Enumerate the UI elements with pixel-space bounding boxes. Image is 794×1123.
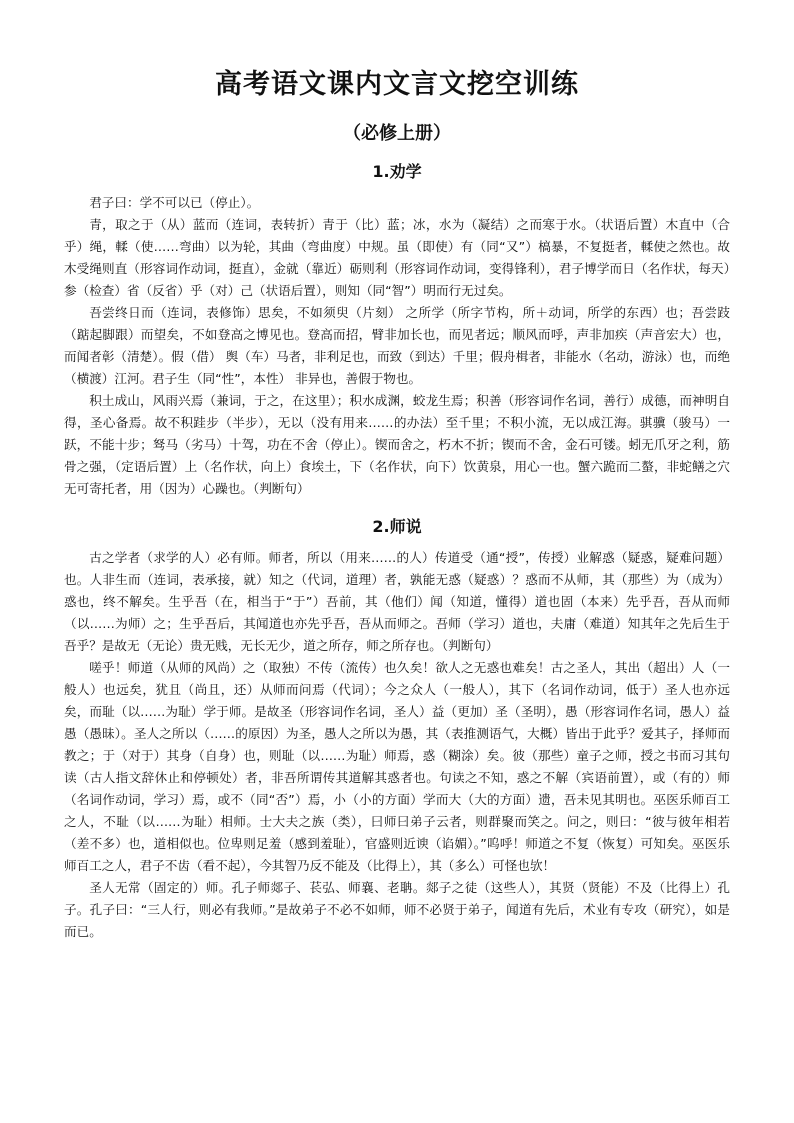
section-heading: 1.劝学 (372, 162, 422, 181)
text-paragraph: 圣人无常（固定的）师。孔子师郯子、苌弘、师襄、老聃。郯子之徒（这些人），其贤（贤能）不及（比得上）孔子。孔子曰：“三人行，则必有我师。”是故弟子不必不如师，师不必贤于弟子，闻道有先后，术业有专攻（研究），如是而已。 (64, 880, 730, 939)
document-subtitle: （必修上册） (343, 123, 451, 144)
document-title: 高考语文课内文言文挖空训练 (215, 69, 579, 100)
text-paragraph: 嗟乎！师道（从师的风尚）之（取独）不传（流传）也久矣！欲人之无惑也难矣！古之圣人，其出（超出）人（一般人）也远矣，犹且（尚且，还）从师而问焉（代词）；今之众人（一般人），其下（名词作动词，低于）圣人也亦远矣，而耻（以……为耻）学于师。是故圣（形容词作名词，圣人）益（更加）圣（圣明），愚（形容词作名词，愚人）益愚（愚昧）。圣人之所以（……的原因）为圣，愚人之所以为愚，其（表推测语气，大概）皆出于此乎？爱其子，择师而教之；于（对于）其身（自身）也，则耻（以……为耻）师焉，惑（糊涂）矣。彼（那些）童子之师，授之书而习其句读（古人指文辞休止和停顿处）者，非吾所谓传其道解其惑者也。句读之不知，惑之不解（宾语前置），或（有的）师（名词作动词，学习）焉，或不（同“否”）焉，小（小的方面）学而大（大的方面）遗，吾未见其明也。巫医乐师百工之人，不耻（以……为耻）相师。士大夫之族（类），曰师曰弟子云者，则群聚而笑之。问之，则曰：“彼与彼年相若（差不多）也，道相似也。位卑则足羞（感到羞耻），官盛则近谀（谄媚）。”呜呼！师道之不复（恢复）可知矣。巫医乐师百工之人，君子不齿（看不起），今其智乃反不能及（比得上），其（多么）可怪也欤！ (64, 660, 730, 873)
text-paragraph: 吾尝终日而（连词，表修饰）思矣，不如须臾（片刻） 之所学（所字节构，所＋动词，所学的东西）也；吾尝跂（踮起脚跟）而望矣，不如登高之博见也。登高而招，臂非加长也，而见者远；顺风而呼，声非加疾（声音宏大）也，而闻者彰（清楚）。假（借） 舆（车）马者，非利足也，而致（到达）千里；假舟楫者，非能水（名动，游泳）也，而绝（横渡）江河。君子生（同“性”，本性） 非异也，善假于物也。 (64, 305, 730, 386)
text-paragraph: 青，取之于（从）蓝而（连词，表转折）青于（比）蓝；冰，水为（凝结）之而寒于水。（状语后置）木直中（合乎）绳，輮（使……弯曲）以为轮，其曲（弯曲度）中规。虽（即使）有（同“又”）槁暴，不复挺者，輮使之然也。故木受绳则直（形容词作动词，挺直），金就（靠近）砺则利（形容词作动词，变得锋利），君子博学而日（名作状，每天）参（检查）省（反省）乎（对）己（状语后置），则知（同“智”）明而行无过矣。 (64, 217, 730, 298)
section-heading: 2.师说 (372, 517, 422, 536)
section-shishuo (64, 514, 730, 943)
text-paragraph: 积土成山，风雨兴焉（兼词，于之，在这里）；积水成渊，蛟龙生焉；积善（形容词作名词，善行）成德，而神明自得，圣心备焉。故不积跬步（半步），无以（没有用来……的办法）至千里；不积小流，无以成江海。骐骥（骏马）一跃，不能十步；驽马（劣马）十驾，功在不舍（停止）。锲而舍之，朽木不折；锲而不舍，金石可镂。蚓无爪牙之利，筋骨之强，（定语后置）上（名作状，向上）食埃土，下（名作状，向下）饮黄泉，用心一也。蟹六跪而二螯，非蛇鳝之穴无可寄托者，用（因为）心躁也。（判断句） (64, 393, 730, 496)
text-paragraph: 古之学者（求学的人）必有师。师者，所以（用来……的人）传道受（通“授”，传授）业解惑（疑惑，疑难问题）也。人非生而（连词，表承接，就）知之（代词，道理）者，孰能无惑（疑惑）？惑而不从师，其（那些）为（成为）惑也，终不解矣。生乎吾（在，相当于“于”）吾前，其（他们）闻（知道，懂得）道也固（本来）先乎吾，吾从而师（以……为师）之；生乎吾后，其闻道也亦先乎吾，吾从而师之。吾师（学习）道也，夫庸（难道）知其年之先后生于吾乎？是故无（无论）贵无贱，无长无少，道之所存，师之所存也。（判断句） (64, 550, 730, 653)
text-paragraph: 君子曰：学不可以已（停止）。 (89, 195, 260, 210)
section-quanxue (64, 159, 730, 500)
